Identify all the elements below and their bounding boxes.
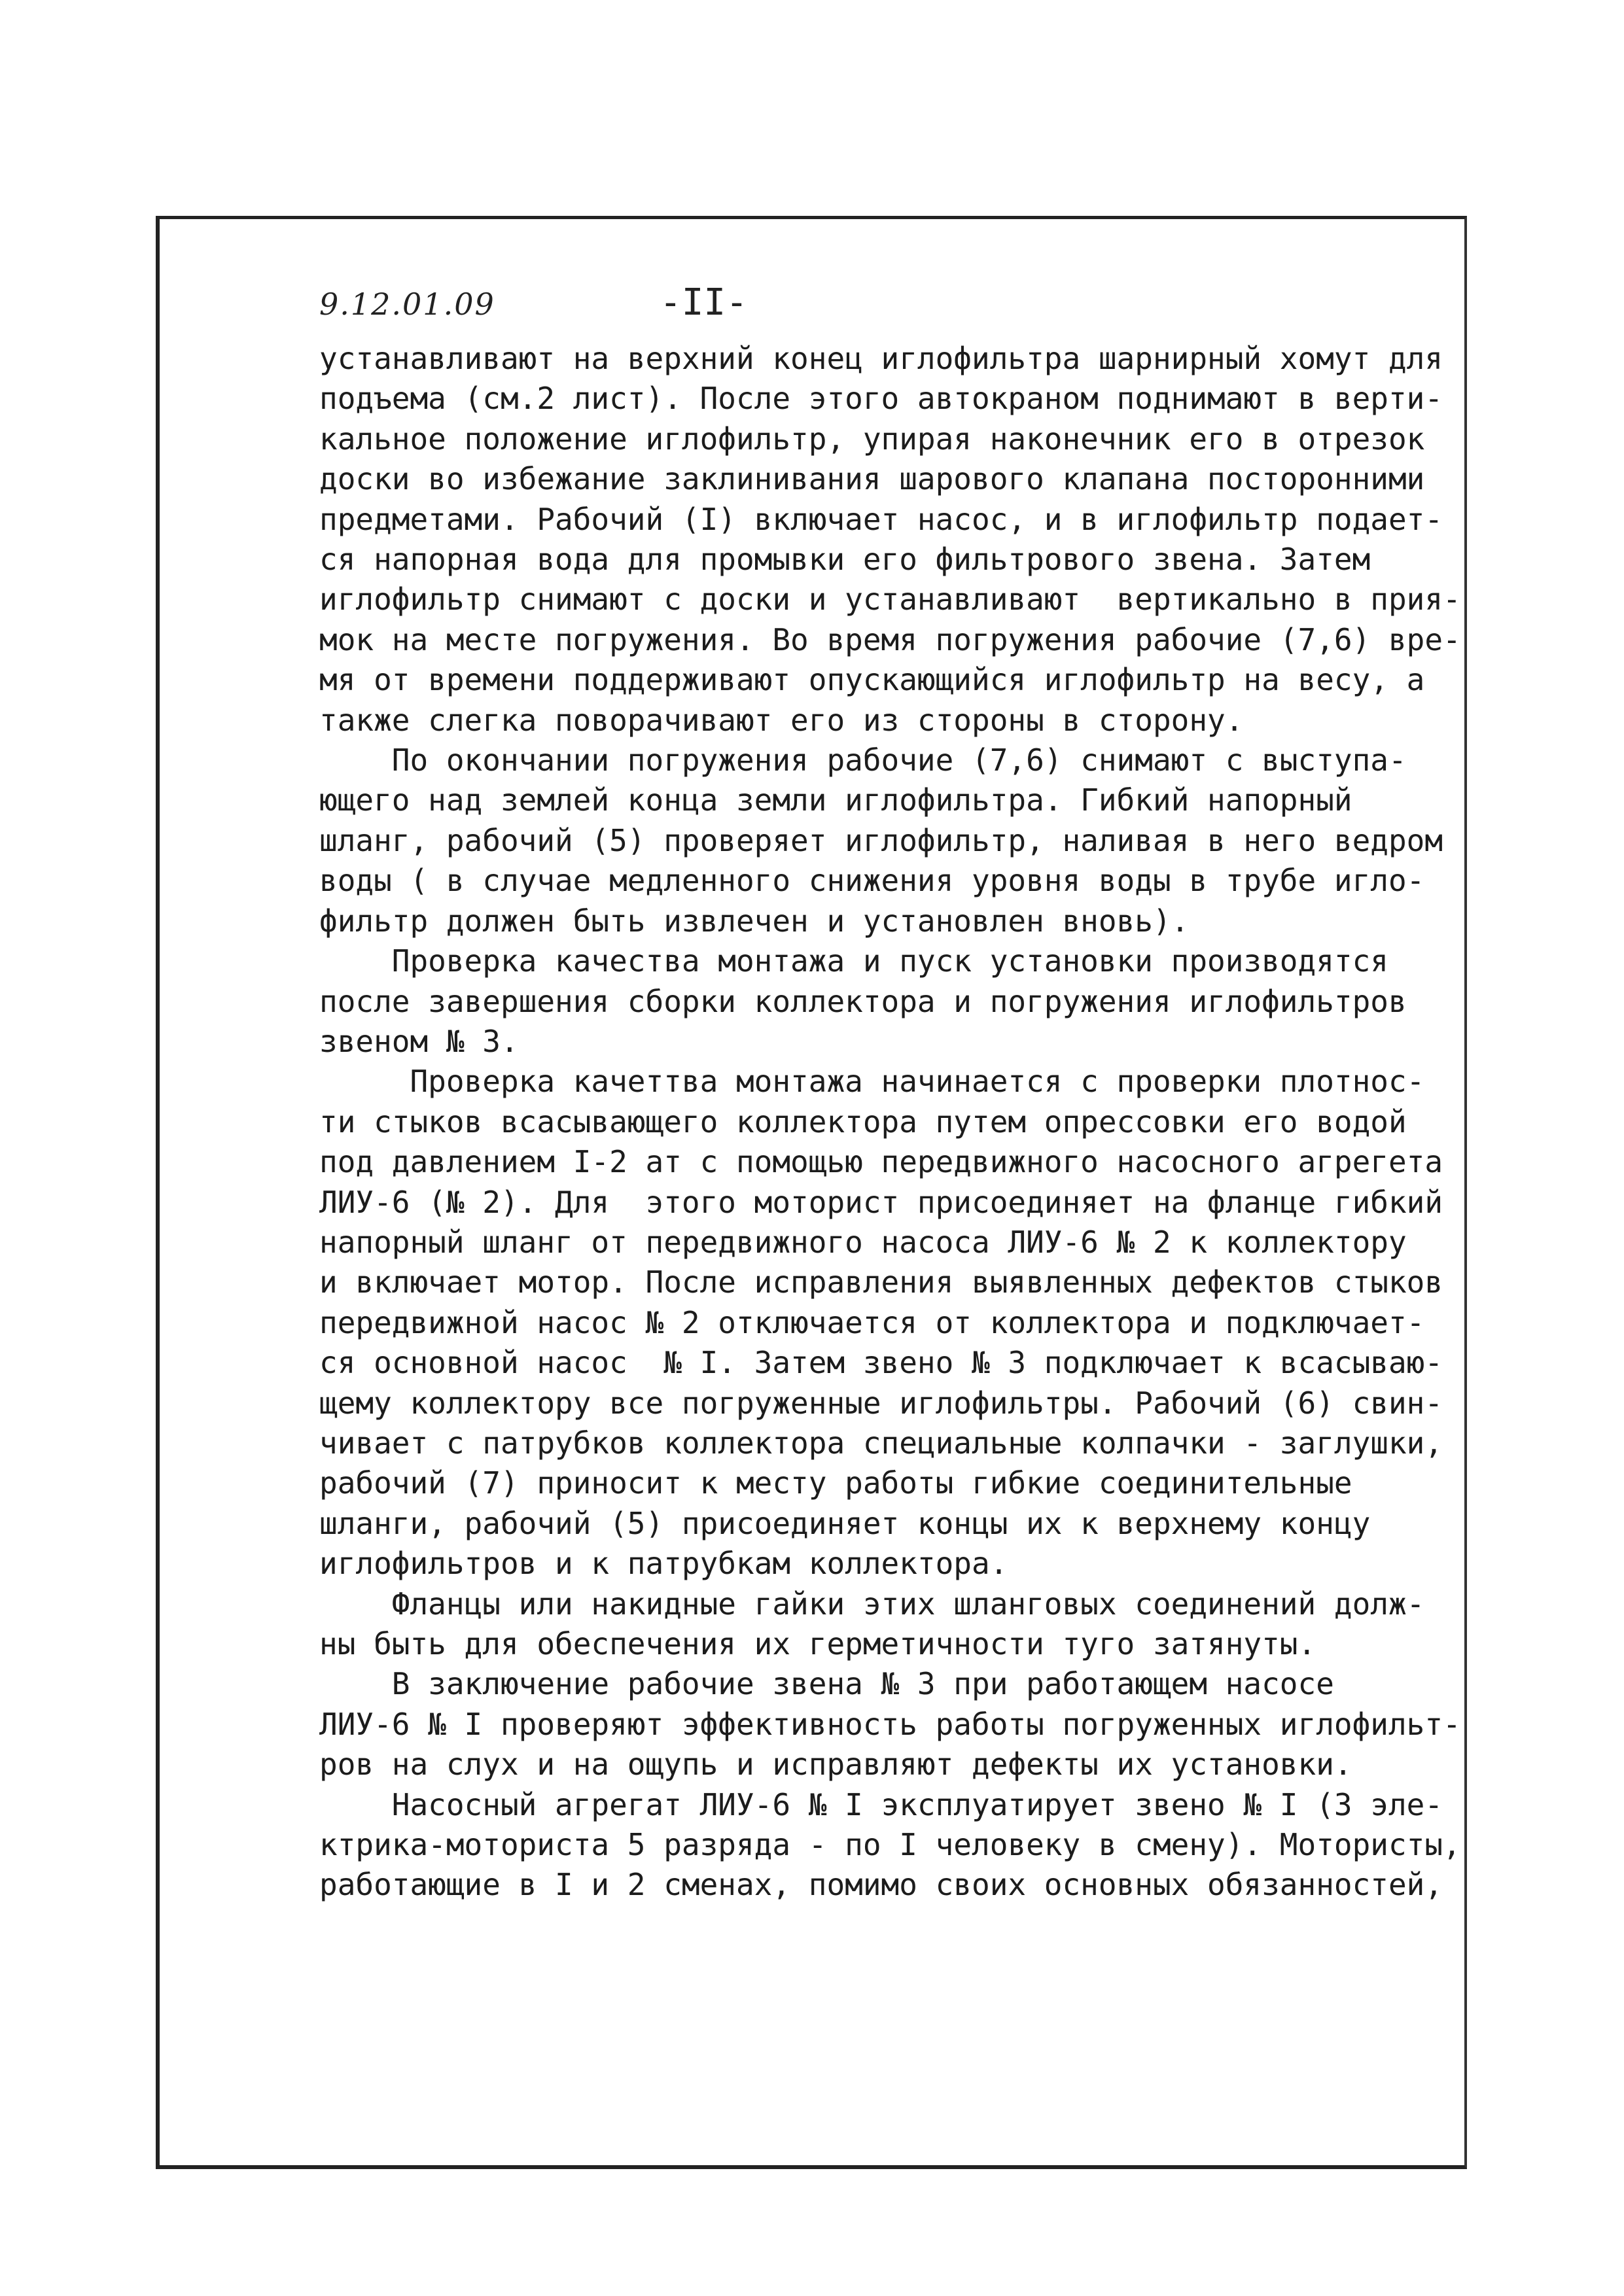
text-line: В заключение рабочие звена № 3 при работающем насосе [319,1666,1334,1702]
text-line: Насосный агрегат ЛИУ-6 № I эксплуатирует звено № I (3 эле- [319,1786,1443,1822]
document-body [319,339,1461,1905]
text-line: после завершения сборки коллектора и погружения иглофильтров [319,983,1407,1019]
text-line: ров на слух и на ощупь и исправляют дефекты их установки. [319,1747,1352,1783]
text-line: ся основной насос № I. Затем звено № 3 подключает к всасываю- [319,1345,1443,1381]
text-line: ся напорная вода для промывки его фильтрового звена. Затем [319,542,1371,578]
text-line: работающие в I и 2 сменах, помимо своих основных обязанностей, [319,1867,1443,1903]
text-line: иглофильтров и к патрубкам коллектора. [319,1546,1008,1582]
text-line: ти стыков всасывающего коллектора путем опрессовки его водой [319,1104,1407,1139]
text-line: ктрика-моториста 5 разряда - по I человеку в смену). Мотористы, [319,1827,1461,1863]
text-line: щему коллектору все погруженные иглофильтры. Рабочий (6) свин- [319,1385,1443,1421]
text-line: рабочий (7) приносит к месту работы гибкие соединительные [319,1465,1352,1501]
paragraph [319,339,1461,740]
text-line: подъема (см.2 лист). После этого автокраном поднимают в верти- [319,381,1443,417]
text-line: предметами. Рабочий (I) включает насос, и в иглофильтр подает- [319,501,1443,537]
text-line: ющего над землей конца земли иглофильтра. Гибкий напорный [319,782,1352,818]
text-line: напорный шланг от передвижного насоса ЛИУ-6 № 2 к коллектору [319,1224,1407,1260]
text-line: Фланцы или накидные гайки этих шланговых соединений долж- [319,1586,1425,1622]
text-line: Проверка качеттва монтажа начинается с проверки плотнос- [319,1064,1425,1100]
page-number: -II- [660,281,748,324]
page-header [319,281,1432,334]
text-line: фильтр должен быть извлечен и установлен вновь). [319,903,1190,939]
paragraph [319,941,1419,1062]
text-line: чивает с патрубков коллектора специальные колпачки - заглушки, [319,1425,1443,1461]
text-line: шланг, рабочий (5) проверяет иглофильтр, наливая в него ведром [319,822,1443,858]
text-line: ЛИУ-6 № I проверяют эффективность работы погруженных иглофильт- [319,1706,1461,1742]
paragraph [319,1584,1425,1665]
text-line: воды ( в случае медленного снижения уровня воды в трубе игло- [319,863,1425,899]
text-line: и включает мотор. После исправления выявленных дефектов стыков [319,1264,1443,1300]
paragraph [319,740,1443,941]
text-line: передвижной насос № 2 отключается от коллектора и подключает- [319,1304,1425,1340]
paragraph [319,1062,1443,1584]
text-line: кальное положение иглофильтр, упирая наконечник его в отрезок [319,421,1425,457]
text-line: мок на месте погружения. Во время погружения рабочие (7,6) вре- [319,621,1461,657]
text-line: ЛИУ-6 (№ 2). Для этого моторист присоединяет на фланце гибкий [319,1184,1443,1220]
paragraph [319,1785,1461,1905]
text-line: устанавливают на верхний конец иглофильтра шарнирный хомут для [319,341,1443,376]
text-line: мя от времени поддерживают опускающийся иглофильтр на весу, а [319,662,1425,698]
text-line: шланги, рабочий (5) присоединяет концы их к верхнему концу [319,1505,1371,1541]
paragraph [319,1664,1461,1784]
text-line: ны быть для обеспечения их герметичности туго затянуты. [319,1626,1316,1661]
text-line: также слегка поворачивают его из стороны в сторону. [319,702,1244,738]
text-line: доски во избежание заклинивания шарового клапана посторонними [319,461,1425,497]
text-line: иглофильтр снимают с доски и устанавливают вертикально в прия- [319,582,1461,617]
document-code: 9.12.01.09 [319,287,495,322]
text-line: По окончании погружения рабочие (7,6) снимают с выступа- [319,742,1407,778]
text-line: под давлением I-2 ат с помощью передвижного насосного агрегета [319,1144,1443,1180]
text-line: звеном № 3. [319,1023,519,1059]
text-line: Проверка качества монтажа и пуск установки производятся [319,943,1388,979]
